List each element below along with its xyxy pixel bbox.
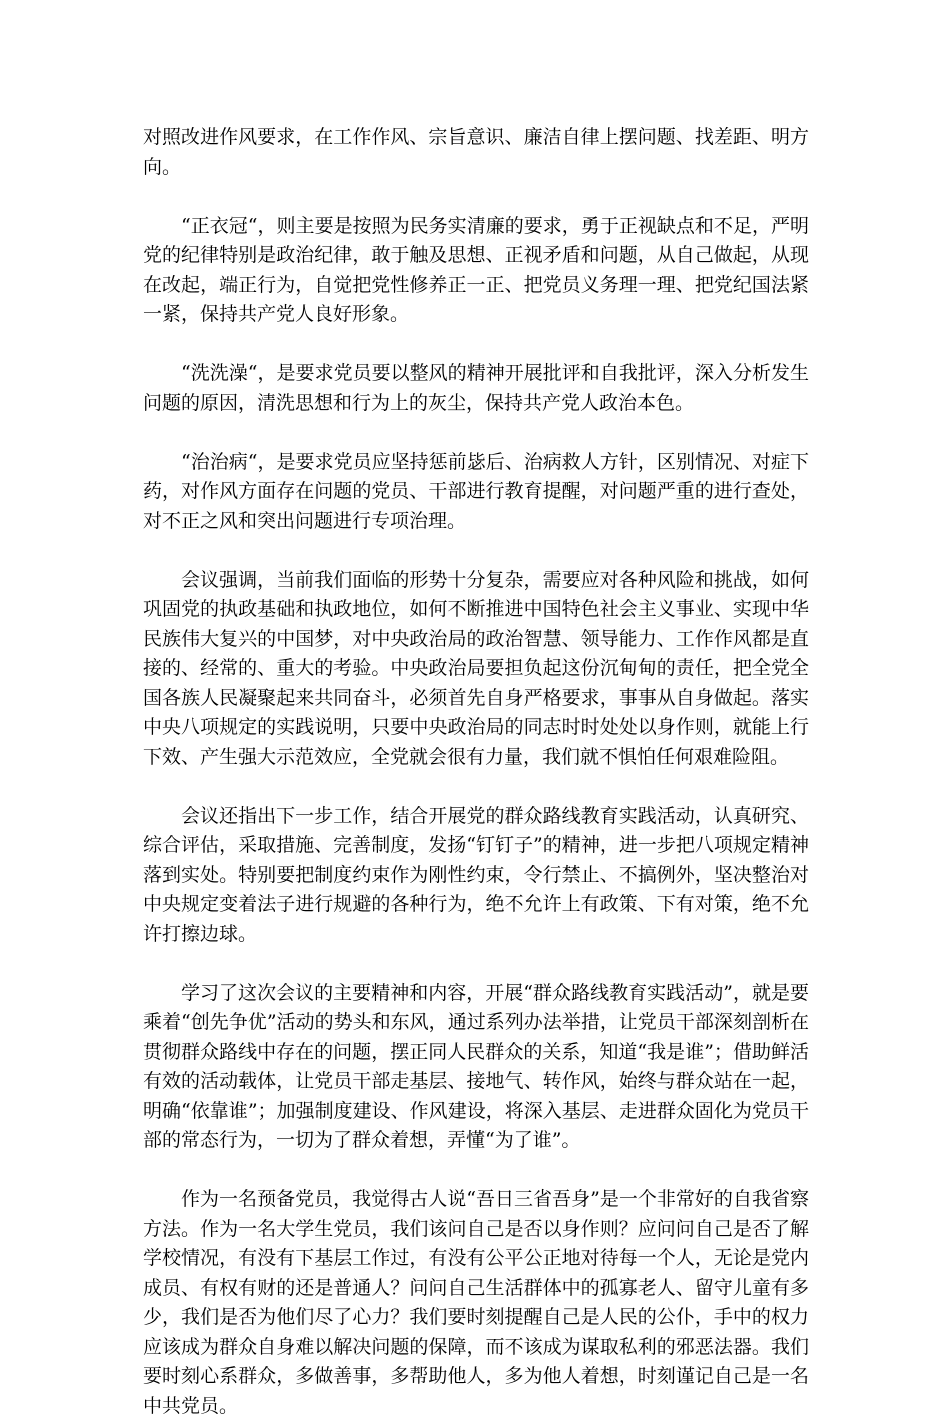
paragraph-continuation: 对照改进作风要求，在工作作风、宗旨意识、廉洁自律上摆问题、找差距、明方向。 — [143, 126, 809, 178]
paragraph-zheng-yi-guan: “正衣冠“，则主要是按照为民务实清廉的要求，勇于正视缺点和不足，严明党的纪律特别是政治纪律，敢于触及思想、正视矛盾和问题，从自己做起，从现在改起，端正行为，自觉把党性修养正一正、把党员义务理一理、把党纪国法紧一紧，保持共产党人良好形象。 — [143, 214, 809, 325]
paragraph-mass-line-study: 学习了这次会议的主要精神和内容，开展“群众路线教育实践活动”，就是要乘着“创先争优”活动的势头和东风，通过系列办法举措，让党员干部深刻剖析在贯彻群众路线中存在的问题，摆正同人民群众的关系，知道“我是谁”；借助鲜活有效的活动载体，让党员干部走基层、接地气、转作风，始终与群众站在一起，明确“依靠谁”；加强制度建设、作风建设，将深入基层、走进群众固化为党员干部的常态行为，一切为了群众着想，弄懂“为了谁”。 — [143, 981, 809, 1151]
paragraph-next-steps: 会议还指出下一步工作，结合开展党的群众路线教育实践活动，认真研究、综合评估，采取措施、完善制度，发扬“钉钉子”的精神，进一步把八项规定精神落到实处。特别要把制度约束作为刚性约束，令行禁止、不搞例外，坚决整治对中央规定变着法子进行规避的各种行为，绝不允许上有政策、下有对策，绝不允许打擦边球。 — [143, 804, 809, 945]
paragraph-zhi-zhi-bing: “治治病“，是要求党员应坚持惩前毖后、治病救人方针，区别情况、对症下药，对作风方面存在问题的党员、干部进行教育提醒，对问题严重的进行查处，对不正之风和突出问题进行专项治理。 — [143, 450, 809, 532]
paragraph-xi-xi-zao: “洗洗澡“，是要求党员要以整风的精神开展批评和自我批评，深入分析发生问题的原因，清洗思想和行为上的灰尘，保持共产党人政治本色。 — [143, 362, 809, 414]
paragraph-meeting-emphasis: 会议强调，当前我们面临的形势十分复杂，需要应对各种风险和挑战，如何巩固党的执政基础和执政地位，如何不断推进中国特色社会主义事业、实现中华民族伟大复兴的中国梦，对中央政治局的政治智慧、领导能力、工作作风都是直接的、经常的、重大的考验。中央政治局要担负起这份沉甸甸的责任，把全党全国各族人民凝聚起来共同奋斗，必须首先自身严格要求，事事从自身做起。落实中央八项规定的实践说明，只要中央政治局的同志时时处处以身作则，就能上行下效、产生强大示范效应，全党就会很有力量，我们就不惧怕任何艰难险阻。 — [143, 568, 809, 768]
paragraph-personal-reflection: 作为一名预备党员，我觉得古人说“吾日三省吾身”是一个非常好的自我省察方法。作为一名大学生党员，我们该问自己是否以身作则？应问问自己是否了解学校情况，有没有下基层工作过，有没有公平公正地对待每一个人，无论是党内成员、有权有财的还是普通人？问问自己生活群体中的孤寡老人、留守儿童有多少，我们是否为他们尽了心力？我们要时刻提醒自己是人民的公仆，手中的权力应该成为群众自身难以解决问题的保障，而不该成为谋取私利的邪恶法器。我们要时刻心系群众，多做善事，多帮助他人，多为他人着想，时刻谨记自己是一名中共党员。 — [143, 1188, 809, 1417]
document-body — [143, 123, 809, 1421]
